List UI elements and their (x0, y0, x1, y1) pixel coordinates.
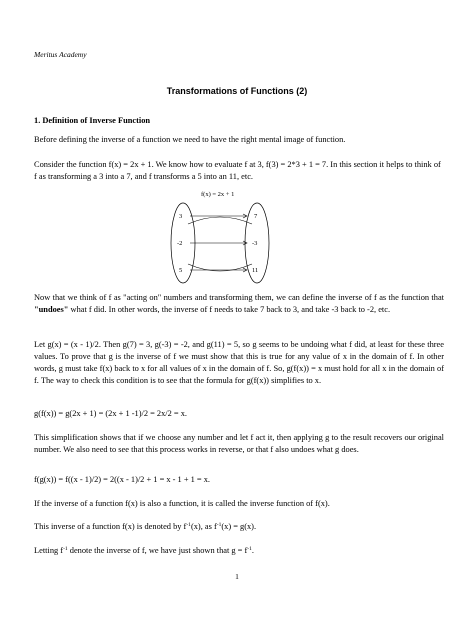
emphasis-undoes: "undoes" (34, 305, 69, 314)
text-run: Now that we think of f as "acting on" numbers and transforming them, we can define the inverse of f as the function that (34, 293, 444, 302)
range-value: -3 (252, 240, 258, 247)
paragraph-8: If the inverse of a function f(x) is also a function, it is called the inverse function of f(x). (34, 499, 330, 508)
text-run: (x) = g(x). (221, 522, 257, 531)
domain-value: 5 (179, 267, 183, 274)
superscript: -1 (186, 522, 191, 528)
paragraph-1: Before defining the inverse of a function we need to have the right mental image of function. (34, 135, 346, 144)
paragraph-9 (34, 521, 444, 533)
text-run: (x), as f (190, 522, 217, 531)
text-run: denote the inverse of f, we have just shown that g = f (67, 546, 248, 555)
domain-value: 3 (179, 213, 183, 220)
header-org: Meritus Academy (34, 50, 87, 59)
diagram-function-label: f(x) = 2x + 1 (201, 191, 235, 198)
page-title: Transformations of Functions (2) (166, 86, 308, 96)
mapping-diagram (160, 188, 280, 288)
superscript: -1 (63, 546, 68, 552)
paragraph-4: Let g(x) = (x - 1)/2. Then g(7) = 3, g(-3) = -2, and g(11) = 5, so g seems to be undoing what f did, at least for these three values. To prove that g is the inverse of f we must show that this is true for any value of x in the domain of f. In other words, g must take f(x) back to x for all values of x in the domain of f. So, g(f(x)) = x must hold for all x in the domain of f. The way to check this condition is to see that the formula for g(f(x)) simplifies to x. (34, 340, 444, 385)
equation-2: f(g(x)) = f((x - 1)/2) = 2((x - 1)/2 + 1 = x - 1 + 1 = x. (34, 475, 211, 484)
paragraph-3 (34, 292, 444, 316)
text-run: This inverse of a function f(x) is denoted by f (34, 522, 187, 531)
paragraph-2: Consider the function f(x) = 2x + 1. We know how to evaluate f at 3, f(3) = 2*3 + 1 = 7. In this section it helps to think of f as transforming a 3 into a 7, and f transforms a 5 into an 11, etc. (34, 160, 441, 181)
paragraph-6: This simplification shows that if we choose any number and let f act it, then applying g to the result recovers our original number. We also need to see that this process works in reverse, or that f also undoes what g does. (34, 433, 444, 454)
superscript: -1 (247, 546, 252, 552)
range-value: 11 (252, 267, 259, 274)
text-run: . (251, 546, 254, 555)
page-number: 1 (235, 572, 239, 581)
range-value: 7 (254, 213, 258, 220)
section-heading: 1. Definition of Inverse Function (34, 116, 151, 125)
mapping-curve (188, 217, 252, 224)
paragraph-10 (34, 545, 444, 557)
equation-1: g(f(x)) = g(2x + 1) = (2x + 1 -1)/2 = 2x/2 = x. (34, 409, 188, 418)
superscript: -1 (216, 522, 222, 528)
text-run: what f did. In other words, the inverse of f needs to take 7 back to 3, and take -3 back to -2, etc. (68, 305, 391, 314)
text-run: Letting f (34, 546, 64, 555)
domain-value: -2 (177, 240, 183, 247)
